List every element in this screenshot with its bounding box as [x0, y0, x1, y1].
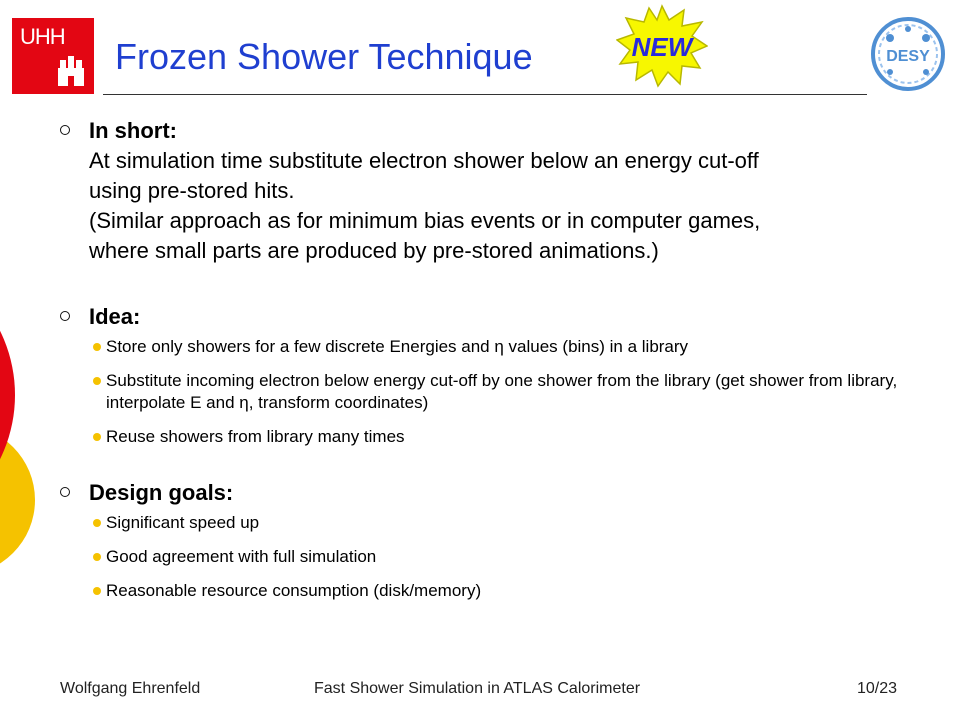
- desy-logo: [870, 16, 946, 92]
- list-item-text: Good agreement with full simulation: [106, 547, 377, 566]
- slide-footer: [0, 680, 960, 704]
- uhh-logo: [12, 18, 94, 94]
- section-idea: [60, 302, 940, 448]
- list-item: [89, 336, 940, 358]
- desy-logo-text: DESY: [886, 48, 930, 65]
- hollow-bullet-icon: [60, 311, 70, 321]
- section-heading: In short:: [89, 118, 177, 143]
- yellow-dot-bullet-icon: [93, 343, 101, 351]
- section-in-short: [60, 116, 940, 266]
- yellow-dot-bullet-icon: [93, 587, 101, 595]
- uhh-logo-text: UHH: [20, 24, 65, 49]
- new-badge-text: NEW: [631, 32, 693, 62]
- footer-page-number: 10/23: [857, 680, 898, 697]
- list-item: [89, 546, 940, 568]
- hollow-bullet-icon: [60, 125, 70, 135]
- hollow-bullet-icon: [60, 487, 70, 497]
- yellow-dot-bullet-icon: [93, 519, 101, 527]
- design-goals-list: [89, 512, 940, 602]
- list-item: [89, 580, 940, 602]
- section-heading: Idea:: [89, 304, 141, 329]
- yellow-dot-bullet-icon: [93, 553, 101, 561]
- slide-content: [60, 116, 940, 614]
- title-divider: [103, 94, 867, 95]
- list-item-text: Significant speed up: [106, 513, 260, 532]
- list-item: [89, 370, 940, 414]
- decorative-circles: [0, 0, 60, 720]
- section-body-text: At simulation time substitute electron shower below an energy cut-off using pre-stored hits. (Similar approach as for minimum bias events or in computer games, where small parts are produced by pre-stored animations.): [89, 148, 761, 263]
- list-item-text: Substitute incoming electron below energy cut-off by one shower from the library (get shower from library, interpolate E and η, transform coordinates): [106, 371, 898, 412]
- list-item: [89, 426, 940, 448]
- list-item-text: Reuse showers from library many times: [106, 427, 405, 446]
- footer-author: Wolfgang Ehrenfeld: [60, 680, 201, 697]
- section-heading: Design goals:: [89, 480, 234, 505]
- section-design-goals: [60, 478, 940, 602]
- page-title: Frozen Shower Technique: [115, 36, 533, 77]
- list-item-text: Store only showers for a few discrete Energies and η values (bins) in a library: [106, 337, 689, 356]
- idea-list: [89, 336, 940, 448]
- yellow-dot-bullet-icon: [93, 433, 101, 441]
- list-item-text: Reasonable resource consumption (disk/memory): [106, 581, 482, 600]
- left-decoration: [0, 0, 60, 720]
- list-item: [89, 512, 940, 534]
- yellow-dot-bullet-icon: [93, 377, 101, 385]
- footer-talk-title: Fast Shower Simulation in ATLAS Calorimeter: [314, 680, 641, 697]
- castle-icon: [56, 56, 86, 88]
- new-badge-icon: [616, 4, 708, 88]
